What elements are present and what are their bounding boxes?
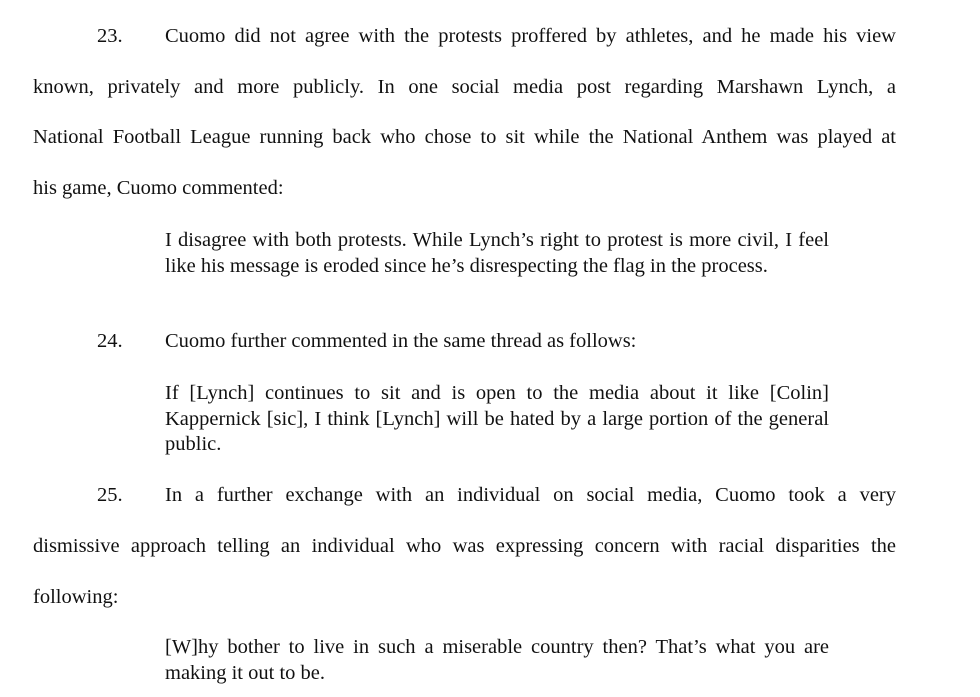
paragraph-number: 24. bbox=[97, 330, 123, 352]
paragraph-line: Cuomo did not agree with the protests proffered by athletes, and he made his view bbox=[165, 25, 896, 47]
paragraph-line: Cuomo further commented in the same thread as follows: bbox=[165, 330, 637, 352]
paragraph-number: 25. bbox=[97, 484, 123, 506]
block-quote: I disagree with both protests. While Lynch’s right to protest is more civil, I feel like his message is eroded since he’s disrespecting the flag in the process. bbox=[165, 229, 829, 277]
paragraph-line: National Football League running back who chose to sit while the National Anthem was played at bbox=[33, 126, 896, 148]
paragraph-number: 23. bbox=[97, 25, 123, 47]
paragraph-line: known, privately and more publicly. In one social media post regarding Marshawn Lynch, a bbox=[33, 76, 896, 98]
block-quote: If [Lynch] continues to sit and is open to the media about it like [Colin] Kappernick [sic], I think [Lynch] will be hated by a large portion of the general public. bbox=[165, 382, 829, 455]
paragraph-line: his game, Cuomo commented: bbox=[33, 177, 284, 199]
paragraph-line: In a further exchange with an individual on social media, Cuomo took a very bbox=[165, 484, 896, 506]
block-quote: [W]hy bother to live in such a miserable country then? That’s what you are making it out to be. bbox=[165, 636, 829, 684]
paragraph-line: dismissive approach telling an individual who was expressing concern with racial disparities the bbox=[33, 535, 896, 557]
paragraph-line: following: bbox=[33, 586, 119, 608]
